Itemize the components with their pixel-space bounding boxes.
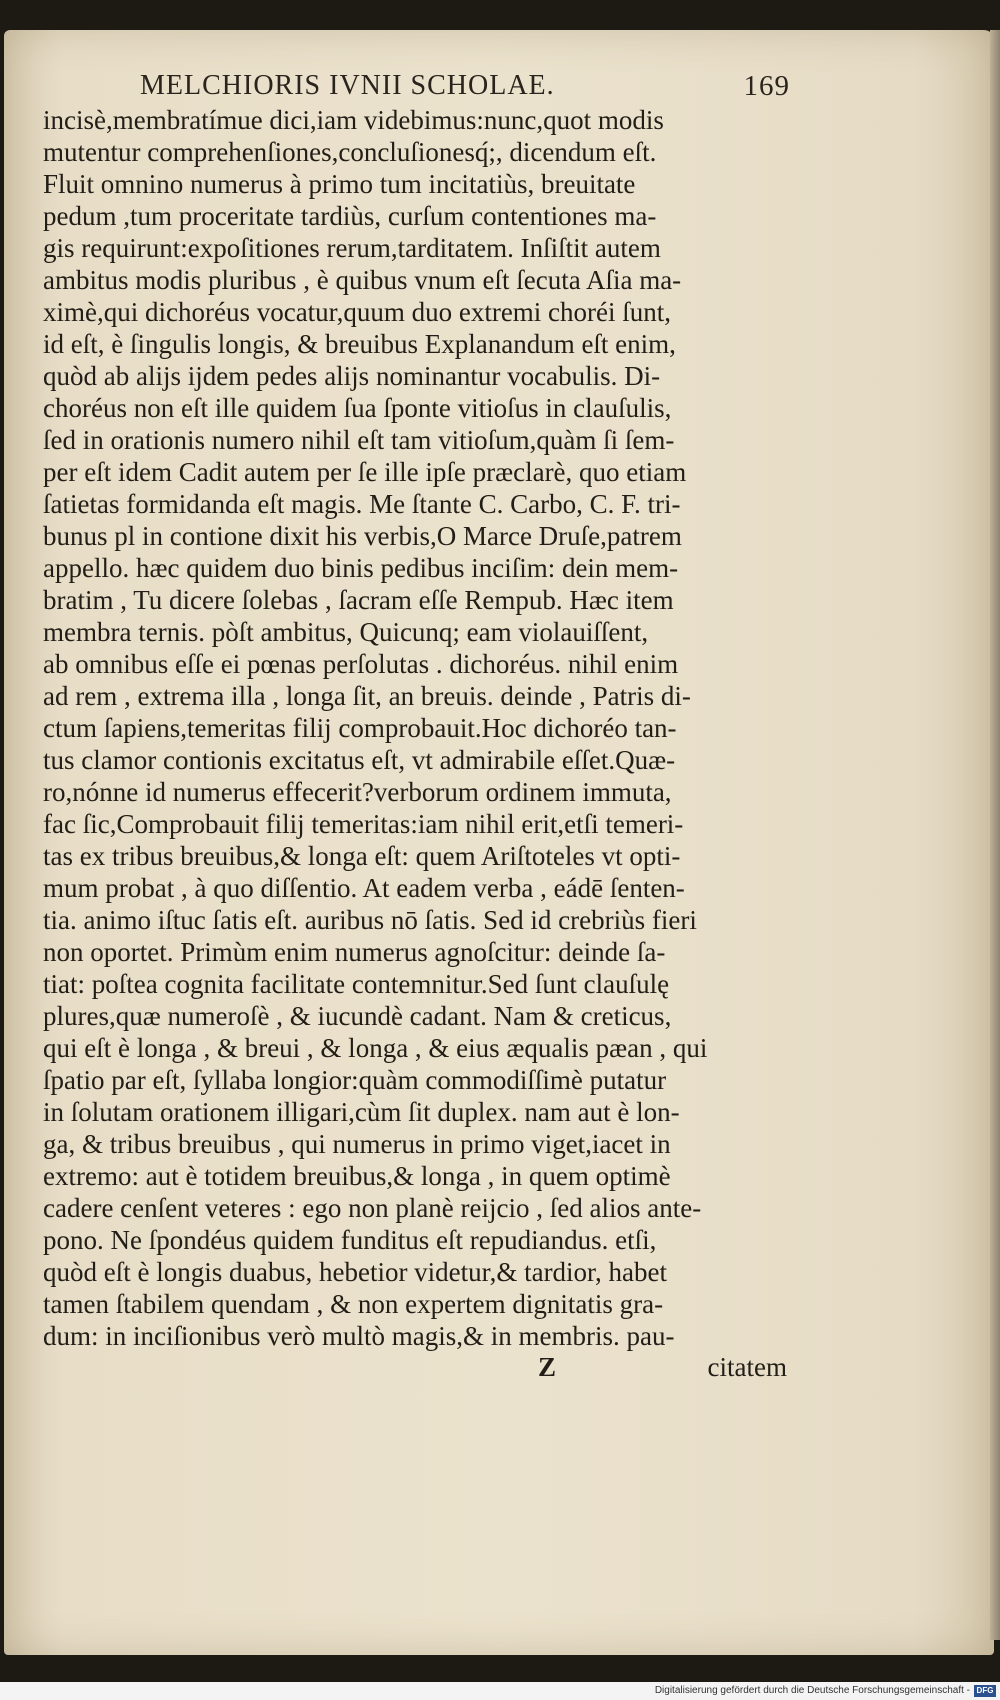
text-line: plures,quæ numeroſè , & iucundè cadant. Nam & creticus, [43,1001,672,1031]
signature-mark: Z [538,1352,557,1382]
text-line: incisè,membratímue dici,iam videbimus:nunc,quot modis [43,105,664,135]
text-line: mutentur comprehenſiones,concluſionesq́;, dicendum eſt. [43,137,657,167]
text-line: quòd eſt è longis duabus, hebetior videtur,& tardior, habet [43,1257,667,1287]
text-line: ro,nónne id numerus effecerit?verborum ordinem immuta, [43,777,672,807]
text-line: membra ternis. pòſt ambitus, Quicunq; eam violauiſſent, [43,617,649,647]
text-line: non oportet. Primùm enim numerus agnoſcitur: deinde ſa- [43,937,666,967]
text-line: ad rem , extrema illa , longa ſit, an breuis. deinde , Patris di- [43,681,691,711]
text-line: extremo: aut è totidem breuibus,& longa , in quem optimè [43,1161,671,1191]
text-line: ambitus modis pluribus , è quibus vnum eſt ſecuta Aſia ma- [43,265,682,295]
text-line: gis requirunt:expoſitiones rerum,tarditatem. Inſiſtit autem [43,233,661,263]
text-line: per eſt idem Cadit autem per ſe ille ipſe præclarè, quo etiam [43,457,687,487]
text-line: ſpatio par eſt, ſyllaba longior:quàm commodiſſimè putatur [43,1065,667,1095]
text-line: tamen ſtabilem quendam , & non expertem dignitatis gra- [43,1289,664,1319]
text-line: appello. hæc quidem duo binis pedibus inciſim: dein mem- [43,553,679,583]
body-text [43,104,787,1352]
text-line: ctum ſapiens,temeritas filij comprobauit.Hoc dichoréo tan- [43,713,677,743]
catchword: citatem [707,1352,787,1382]
text-line: ab omnibus eſſe ei pœnas perſolutas . dichoréus. nihil enim [43,649,679,679]
text-line: quòd ab alijs ijdem pedes alijs nominantur vocabulis. Di- [43,361,661,391]
text-line: id eſt, è ſingulis longis, & breuibus Explanandum eſt enim, [43,329,676,359]
running-head: MELCHIORIS IVNII SCHOLAE. [140,70,555,101]
text-line: tas ex tribus breuibus,& longa eſt: quem Ariſtoteles vt opti- [43,841,681,871]
page-edge [990,30,1000,1640]
text-line: in ſolutam orationem illigari,cùm ſit duplex. nam aut è lon- [43,1097,680,1127]
text-line: ga, & tribus breuibus , qui numerus in primo viget,iacet in [43,1129,671,1159]
text-line: ſed in orationis numero nihil eſt tam vitioſum,quàm ſi ſem- [43,425,675,455]
text-line: bratim , Tu dicere ſolebas , ſacram eſſe Rempub. Hæc item [43,585,674,615]
text-line: tia. animo iſtuc ſatis eſt. auribus nō ſatis. Sed id crebriùs fieri [43,905,697,935]
text-line: mum probat , à quo diſſentio. At eadem verba , eádē ſenten- [43,873,685,903]
text-line: cadere cenſent veteres : ego non planè reijcio , ſed alios ante- [43,1193,702,1223]
footer-credit: Digitalisierung gefördert durch die Deutsche Forschungsgemeinschaft - [654,1685,970,1696]
text-line: Fluit omnino numerus à primo tum incitatiùs, breuitate [43,169,636,199]
text-line: bunus pl in contione dixit his verbis,O Marce Druſe,patrem [43,521,682,551]
text-line: fac ſic,Comprobauit filij temeritas:iam nihil erit,etſi temeri- [43,809,684,839]
text-line: tus clamor contionis excitatus eſt, vt admirabile eſſet.Quæ- [43,745,676,775]
page-number: 169 [743,70,790,102]
text-line: qui eſt è longa , & breui , & longa , & eius æqualis pæan , qui [43,1033,708,1063]
dfg-logo-icon: DFG [974,1685,996,1697]
text-line: choréus non eſt ille quidem ſua ſponte vitioſus in clauſulis, [43,393,672,423]
text-line: pono. Ne ſpondéus quidem funditus eſt repudiandus. etſi, [43,1225,657,1255]
signature-line [43,1352,787,1386]
text-line: ximè,qui dichoréus vocatur,quum duo extremi choréi ſunt, [43,297,672,327]
text-line: dum: in inciſionibus verò multò magis,& in membris. pau- [43,1321,675,1351]
text-line: pedum ,tum proceritate tardiùs, curſum contentiones ma- [43,201,657,231]
text-line: tiat: poſtea cognita facilitate contemnitur.Sed ſunt clauſulę [43,969,670,999]
text-line: ſatietas formidanda eſt magis. Me ſtante C. Carbo, C. F. tri- [43,489,681,519]
digitization-footer [0,1682,1000,1700]
page-header [140,70,790,104]
